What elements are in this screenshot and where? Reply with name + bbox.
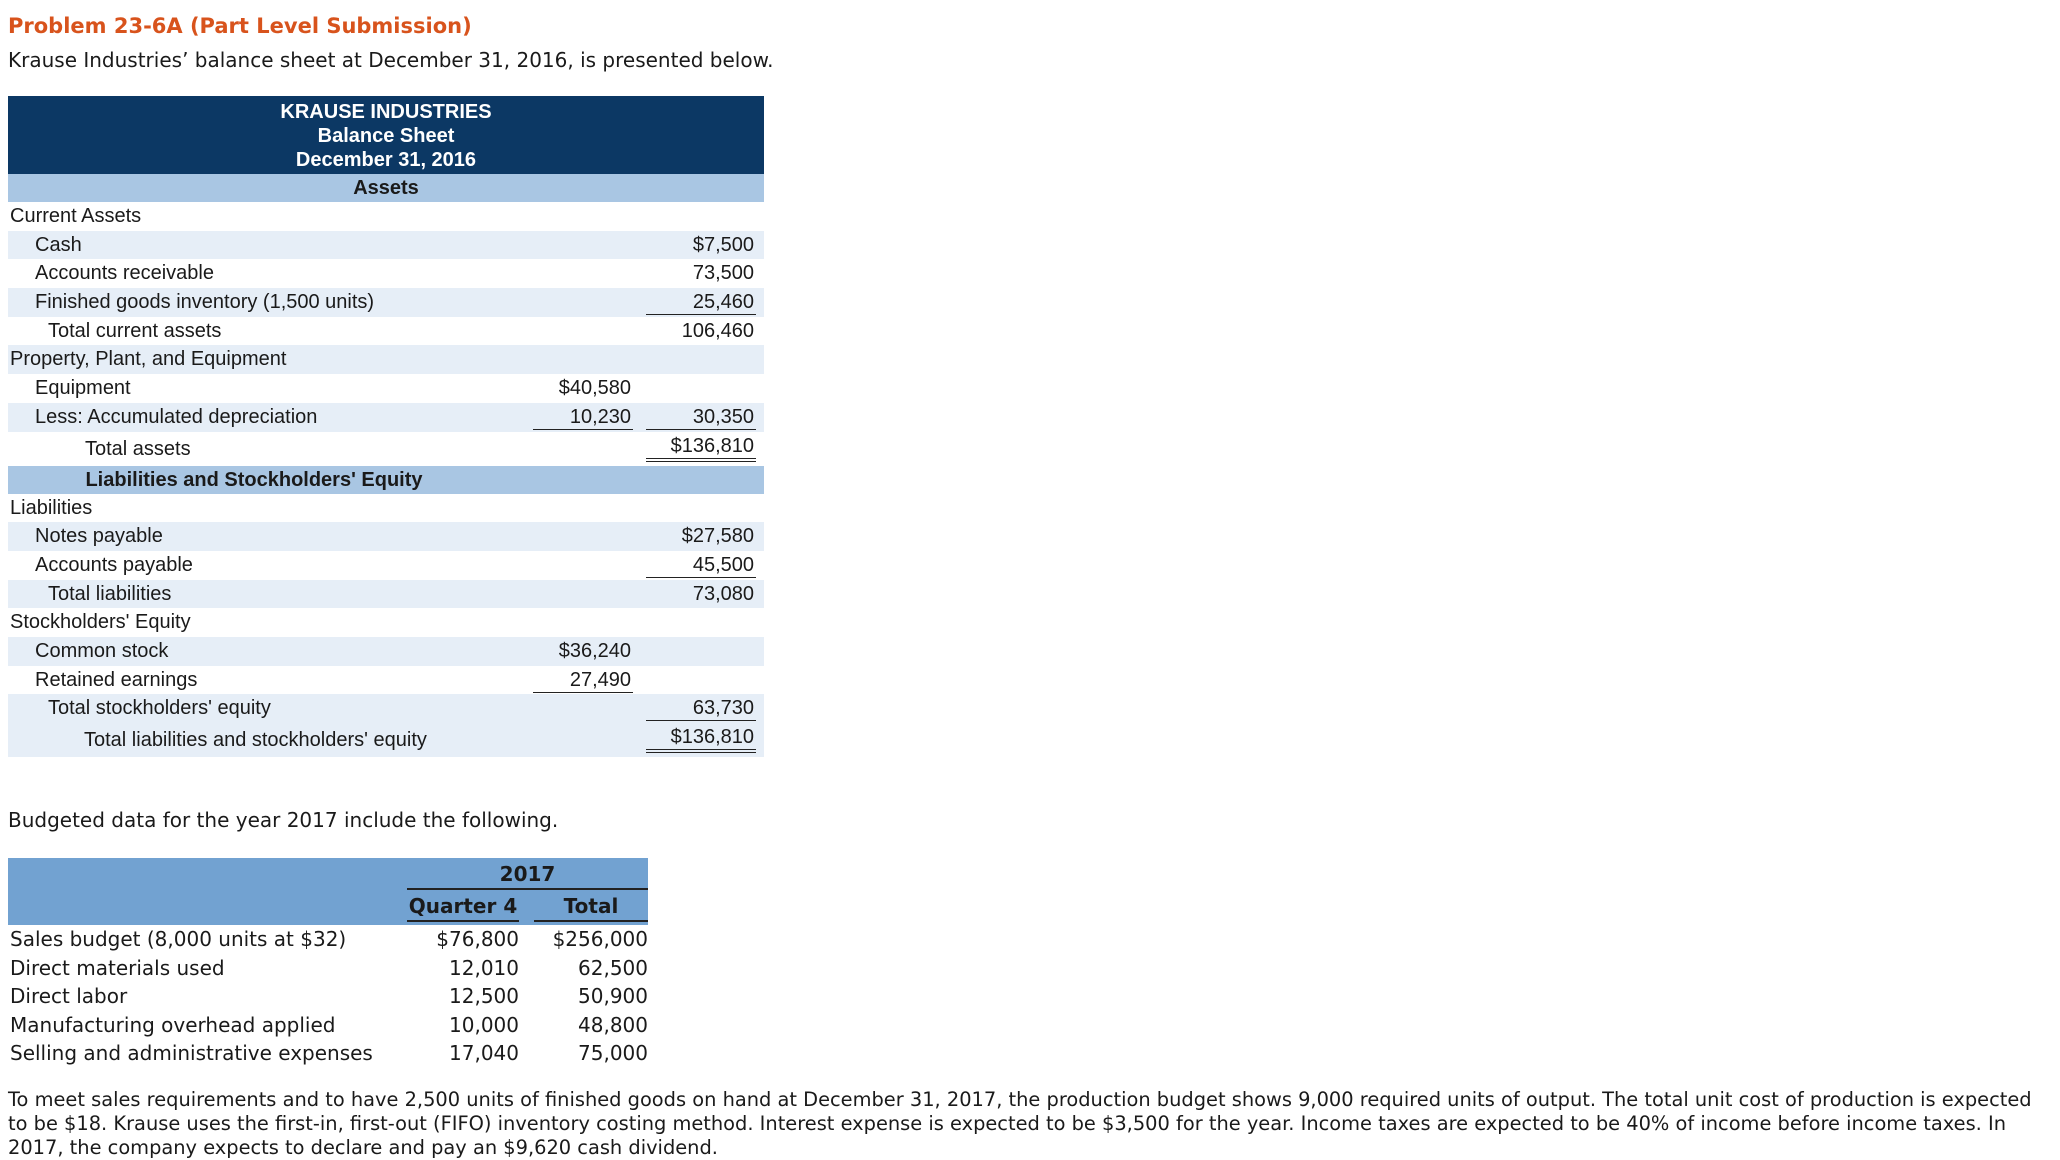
statement-name: Balance Sheet	[317, 125, 455, 147]
table-row: Current Assets	[10, 205, 142, 227]
budget-year: 2017	[407, 860, 648, 890]
table-row: Direct labor 12,500 50,900	[10, 984, 648, 1008]
table-row: Selling and administrative expenses 17,040 75,000	[10, 1041, 648, 1065]
budget-table-header	[8, 858, 648, 925]
assets-heading: Assets	[8, 174, 764, 202]
budget-table	[8, 858, 648, 1068]
problem-title: Problem 23-6A (Part Level Submission)	[8, 14, 472, 38]
table-row: Total current assets 106,460	[48, 319, 754, 342]
quarter-4-header: Quarter 4	[407, 892, 519, 922]
table-row: Cash $7,500	[8, 231, 764, 260]
intro-text: Krause Industries’ balance sheet at December 31, 2016, is presented below.	[8, 48, 774, 72]
table-row: Total liabilities 73,080	[8, 580, 764, 609]
table-row: Total stockholders' equity 63,730	[8, 694, 764, 723]
table-row: Manufacturing overhead applied 10,000 48,800	[10, 1012, 648, 1037]
table-row: Notes payable $27,580	[8, 522, 764, 551]
table-row: Stockholders' Equity	[10, 611, 191, 634]
table-row: Accounts payable 45,500	[35, 553, 754, 576]
table-row: Accounts receivable 73,500	[35, 262, 754, 285]
table-row: Liabilities	[10, 496, 93, 519]
table-row: Finished goods inventory (1,500 units) 25,460	[8, 288, 764, 317]
table-row: Equipment $40,580	[35, 377, 631, 400]
table-row: Common stock $36,240	[8, 637, 764, 666]
table-row: Property, Plant, and Equipment	[8, 345, 764, 374]
company-name: KRAUSE INDUSTRIES	[280, 101, 492, 123]
table-row: Direct materials used 12,010 62,500	[10, 955, 648, 980]
table-row: Sales budget (8,000 units at $32) $76,800 $256,000	[10, 927, 648, 951]
closing-paragraph: To meet sales requirements and to have 2,500 units of finished goods on hand at December 31, 2017, the production budget shows 9,000 required units of output. The total unit cost of production is expected to be $18. Krause uses the first-in, first-out (FIFO) inventory costing method. Interest expense is expected to be $3,500 for the year. Income taxes are expected to be 40% of income before income taxes. In 2017, the company expects to declare and pay an $9,620 cash dividend.	[8, 1088, 2032, 1159]
balance-sheet-table	[8, 96, 764, 757]
statement-date: December 31, 2016	[295, 149, 477, 171]
table-row: Less: Accumulated depreciation 10,230 30,350	[8, 403, 764, 432]
table-row: Total assets $136,810	[85, 434, 754, 460]
table-row: Retained earnings 27,490	[35, 668, 631, 691]
liabilities-equity-heading: Liabilities and Stockholders' Equity	[8, 466, 764, 494]
balance-sheet-header	[8, 96, 764, 174]
total-header: Total	[534, 892, 648, 922]
budget-intro-text: Budgeted data for the year 2017 include the following.	[8, 808, 559, 832]
table-row: Total liabilities and stockholders' equity $136,810	[8, 723, 764, 757]
